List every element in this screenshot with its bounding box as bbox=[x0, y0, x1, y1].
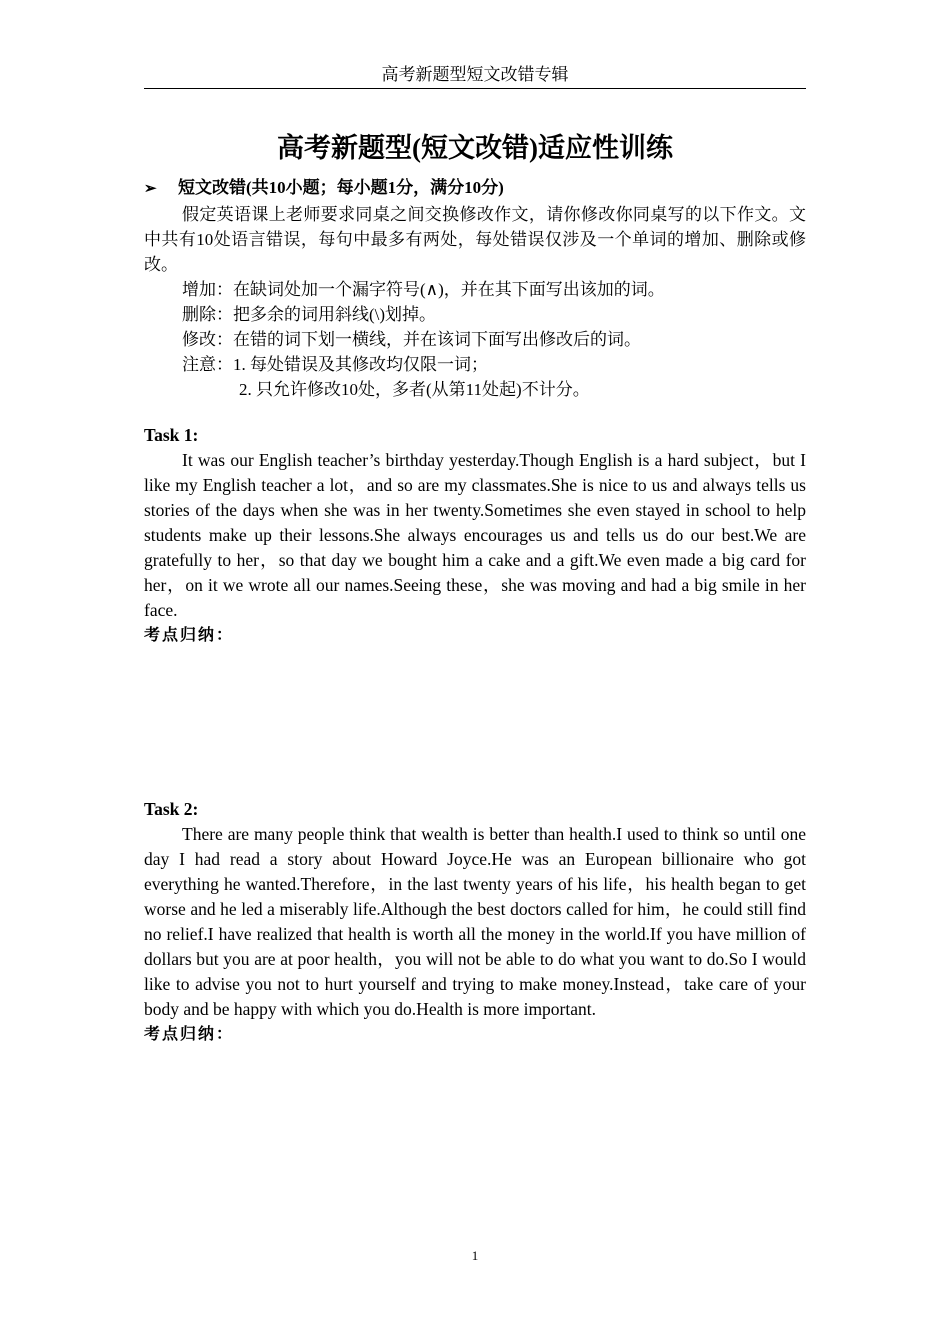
kaodian-label: 考点归纳： bbox=[144, 627, 235, 644]
task-label: Task 2: bbox=[144, 799, 199, 819]
rule-delete: 删除：把多余的词用斜线(\)划掉。 bbox=[182, 305, 437, 324]
section-heading-text: 短文改错(共10小题；每小题1分，满分10分) bbox=[178, 178, 504, 197]
instructions-section bbox=[144, 175, 806, 402]
rule-add: 增加：在缺词处加一个漏字符号(∧)，并在其下面写出该加的词。 bbox=[182, 280, 665, 299]
task-1 bbox=[144, 423, 806, 648]
kaodian-label: 考点归纳： bbox=[144, 1026, 235, 1043]
section-heading bbox=[144, 175, 806, 202]
page-number: 1 bbox=[471, 1248, 479, 1263]
header-rule bbox=[144, 88, 806, 89]
document-title: 高考新题型(短文改错)适应性训练 bbox=[277, 133, 673, 163]
page-header: 高考新题型短文改错专辑 bbox=[381, 65, 569, 84]
task-label: Task 1: bbox=[144, 425, 199, 445]
rule-note-2: 2. 只允许修改10处，多者(从第11处起)不计分。 bbox=[239, 380, 590, 399]
task-passage: There are many people think that wealth is better than health.I used to think so until one day I had read a story about Howard Joyce.He was an European billionaire who got everything he wanted.Therefore，in the last twenty years of his life，his health began to get worse and he led a miserably life.Although the best doctors called for him，he could still find no relief.I have realized that health is worth all the money in the world.If you have million of dollars but you are at poor health，you will not be able to do what you want to do.So I would like to advise you not to hurt yourself and trying to make money.Instead，take care of your body and be happy with which you do.Health is more important. bbox=[144, 824, 806, 1019]
rule-modify: 修改：在错的词下划一横线，并在该词下面写出修改后的词。 bbox=[182, 330, 641, 349]
task-2 bbox=[144, 797, 806, 1047]
rule-note-1: 注意：1. 每处错误及其修改均仅限一词； bbox=[182, 355, 488, 374]
arrow-bullet-icon: ➢ bbox=[144, 181, 157, 197]
instructions-intro: 假定英语课上老师要求同桌之间交换修改作文，请你修改你同桌写的以下作文。文中共有10处语言错误，每句中最多有两处，每处错误仅涉及一个单词的增加、删除或修改。 bbox=[144, 205, 806, 274]
task-passage: It was our English teacher’s birthday yesterday.Though English is a hard subject，but I like my English teacher a lot，and so are my classmates.She is nice to us and always tells us stories of the days when she was in her twenty.Sometimes she even stayed in school to help students make up their lessons.She always encourages us and tells us do our best.We are gratefully to her，so that day we bought him a cake and a gift.We even made a big card for her，on it we wrote all our names.Seeing these，she was moving and had a big smile in her face. bbox=[144, 450, 806, 620]
